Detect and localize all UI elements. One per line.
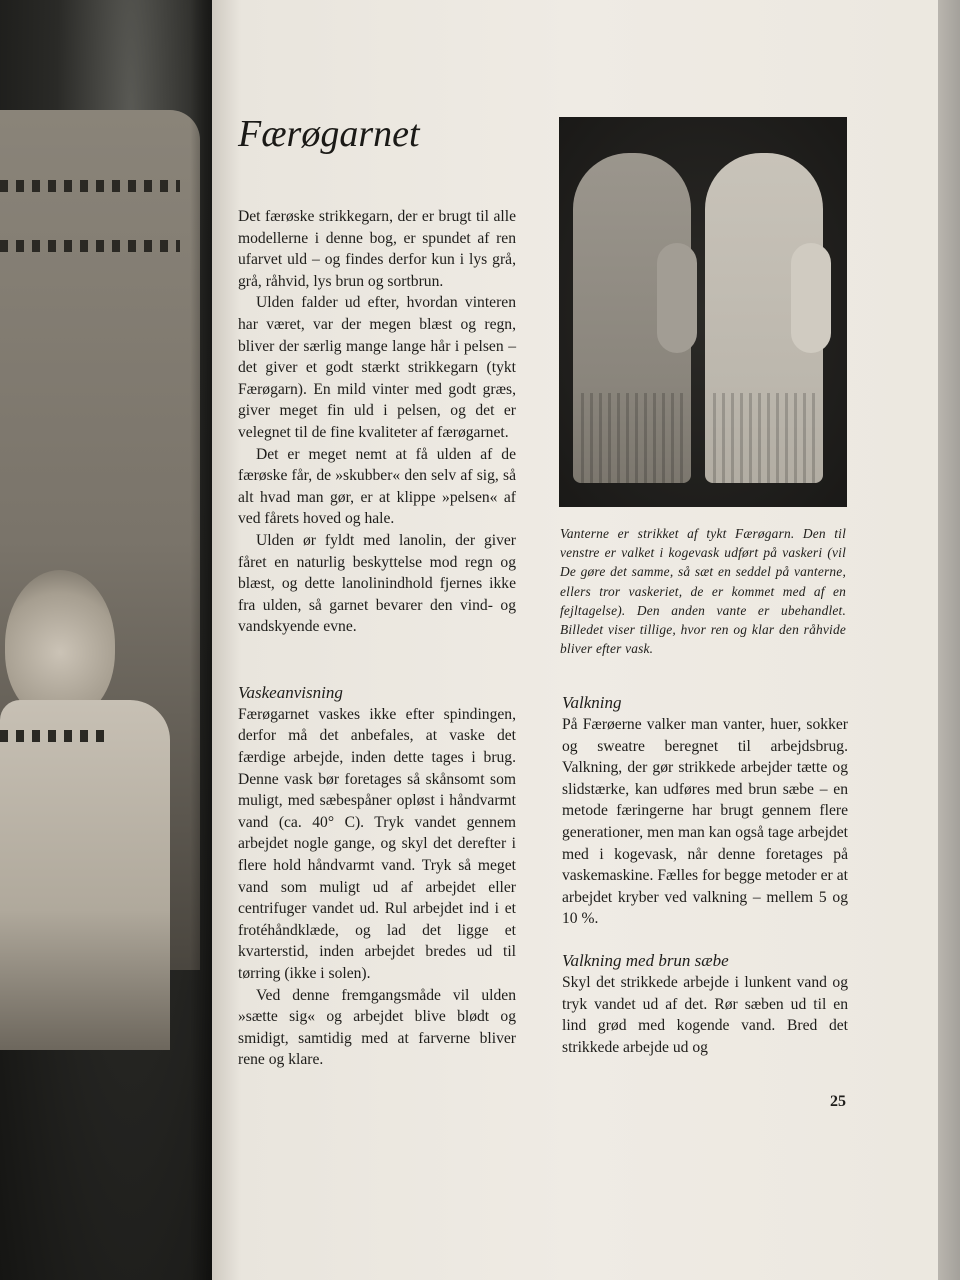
right-text-column <box>562 692 848 1058</box>
paragraph: Det færøske strikkegarn, der er brugt til alle modellerne i denne bog, er spundet af ren ufarvet uld – og findes derfor kun i lys grå, grå, råhvid, lys brun og sortbrun. <box>238 208 516 290</box>
section-heading-vaskeanvisning: Vaskeanvisning <box>238 682 343 702</box>
page-edge <box>938 0 960 1280</box>
left-text-column <box>238 206 516 1071</box>
mittens-photo <box>559 117 847 507</box>
photo-embroidery-trim <box>0 730 110 742</box>
page-number: 25 <box>830 1093 846 1110</box>
paragraph: På Færøerne valker man vanter, huer, sokker og sweatre beregnet til arbejdsbrug. Valkning, der gør strikkede arbejder tætte og slidstærke, kan udføres med brun sæbe – en metode færingerne har brugt gennem flere generationer, men man kan også tage arbejdet med i kogevask, når denne foretages på vaskemaskine. Fælles for begge metoder er at arbejdet kryber ved valkning – mellem 5 og 10 %. <box>562 716 848 928</box>
photo-child-body <box>0 700 170 1050</box>
paragraph: Ulden ør fyldt med lanolin, der giver fåret en naturlig beskyttelse mod regn og blæst, og dette lanolinindhold fjernes ikke fra ulden, så garnet bevarer den vind- og vandskyende evne. <box>238 531 516 636</box>
paragraph: Det er meget nemt at få ulden af de færøske får, de »skubber« den selv af sig, så alt hvad man gør, er at klippe »pelsen« af ved fårets hoved og hale. <box>238 445 516 528</box>
photo-caption: Vanterne er strikket af tykt Færøgarn. Den til venstre er valket i kogevask udført på vaskeri (vil De gøre det samme, så sæt en seddel på vanterne, ellers tror vaskeriet, de er kommet med af en fejltagelse). Den anden vante er ubehandlet. Billedet viser tillige, hvor ren og klar den råhvide bliver efter vask. <box>560 526 846 657</box>
paragraph: Ulden falder ud efter, hvordan vinteren har været, var der megen blæst og regn, bliver der særlig mange lange hår i pelsen – det giver et godt stærkt strikkegarn (tykt Færøgarn). En mild vinter med godt græs, giver meget fin uld i pelsen, og det er velegnet til de fine kvaliteter af færøgarnet. <box>238 294 516 441</box>
section-heading-valkning-brun-saebe: Valkning med brun sæbe <box>562 950 729 970</box>
paragraph: Færøgarnet vaskes ikke efter spindingen, derfor må det anbefales, at vaske det færdige arbejde, inden dette tages i brug. Denne vask bør foretages så skånsomt som muligt, med sæbespåner opløst i håndvarmt vand (ca. 40° C). Tryk vandet gennem arbejdet nogle gange, og skyl det derefter i flere hold håndvarmt vand. Tryk så meget vand som muligt ud af arbejdet eller centrifuger vandet ud. Rul arbejdet ind i et frotéhåndklæde, og lad det ligge et kvarterstid, inden arbejdet bredes ud til tørring (ikke i solen). <box>238 705 516 982</box>
photo-child-face <box>5 570 115 720</box>
photo-embroidery-trim <box>0 180 180 192</box>
mitten-felted <box>573 153 691 483</box>
section-heading-valkning: Valkning <box>562 693 622 712</box>
photo-embroidery-trim <box>0 240 180 252</box>
mitten-untreated <box>705 153 823 483</box>
page-title: Færøgarnet <box>238 113 420 155</box>
left-page-photo <box>0 0 218 1280</box>
paragraph: Skyl det strikkede arbejde i lunkent vand og tryk vandet ud af det. Rør sæben ud til en lind grød med kogende vand. Bred det strikkede arbejde ud og <box>562 973 848 1056</box>
paragraph: Ved denne fremgangsmåde vil ulden »sætte sig« og arbejdet blive blødt og smidigt, samtidig med at farverne bliver rene og klare. <box>238 986 516 1069</box>
